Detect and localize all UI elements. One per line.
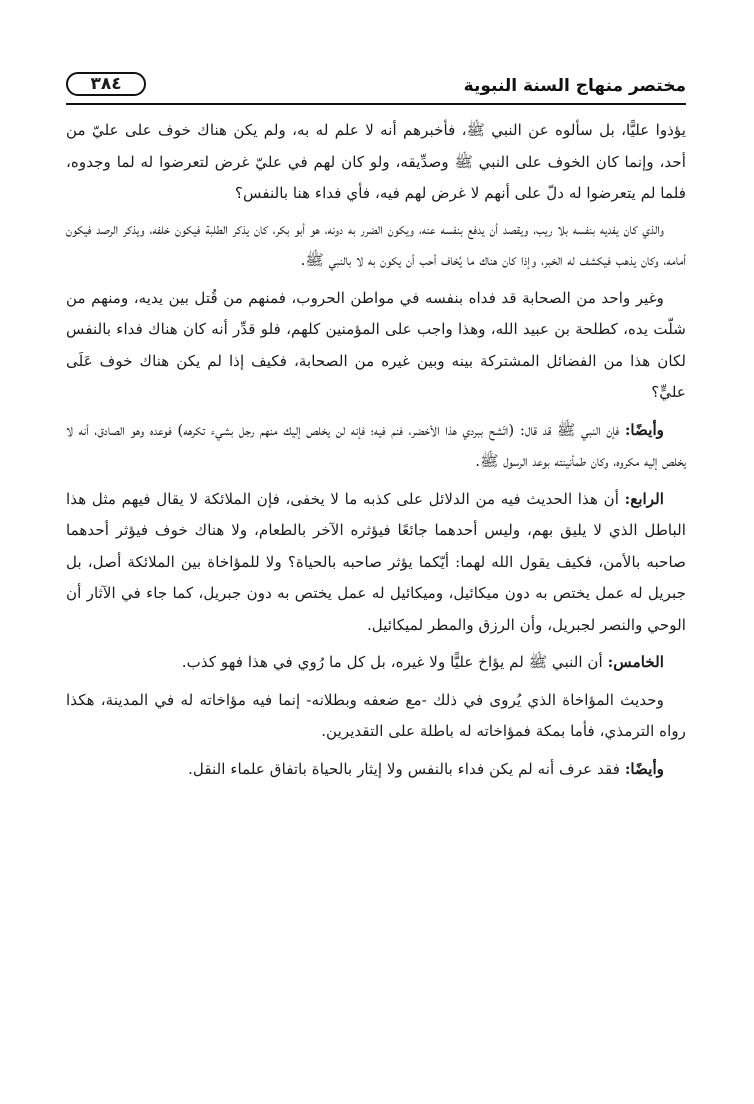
paragraph: [66, 754, 686, 786]
paragraph: [66, 647, 686, 679]
header-rule: [66, 103, 686, 105]
paragraph-text: وحديث المؤاخاة الذي يُروى في ذلك -مع ضعفه وبطلانه- إنما فيه مؤاخاته له في المدينة، هكذا رواه الترمذي، فأما بمكة فمؤاخاته له باطلة على التقديرين.: [66, 690, 686, 740]
paragraph-text: أن النبي ﷺ لم يؤاخ عليًّا ولا غيره، بل كل ما رُوي في هذا فهو كذب.: [181, 653, 608, 671]
page-number: ٣٨٤: [66, 72, 146, 96]
paragraph: [66, 484, 686, 642]
paragraph-lead: الخامس:: [607, 653, 664, 671]
paragraph-lead: الرابع:: [624, 489, 664, 508]
body-text: [66, 115, 686, 791]
paragraph-lead: وأيضًا:: [624, 759, 664, 778]
paragraph-text: فإن النبي ﷺ قد قال: (اتّشح ببردي هذا الأخضر، فنم فيه؛ فإنه لن يخلص إليك منهم رجل بشيء تكرهه) فوعده وهو الصادق، أنه لا يخلص إليه مكروه، وكان طمأنينته بوعد الرسول ﷺ.: [66, 420, 686, 470]
paragraph-text: أن هذا الحديث فيه من الدلائل على كذبه ما لا يخفى، فإن الملائكة لا يقال فيهم مثل هذا الباطل الذي لا يليق بهم، وليس أحدهما جائعًا فيؤثره الآخر بالطعام، ولا هناك خوف فيؤثر أحدهما صاحبه بالأمن، فكيف يقول الله لهما: أيّكما يؤثر صاحبه بالحياة؟ ولا للمؤاخاة بين الملائكة أصل، بل جبريل له عمل يختص به دون ميكائيل، وميكائيل له عمل يختص به دون جبريل، كما جاء في الآثار أن الوحي والنصر لجبريل، وأن الرزق والمطر لميكائيل.: [66, 489, 686, 634]
paragraph-text: والذي كان يفديه بنفسه بلا ريب، ويقصد أن يدفع بنفسه عنه، ويكون الضرر به دونه، هو أبو بكر، كان يذكر الطلبة فيكون خلفه، ويذكر الرصد فيكون أمامه، وكان يذهب فيكشف له الخبر، وإذا كان هناك ما يُخاف أحب أن يكون به لا بالنبي ﷺ.: [66, 219, 686, 269]
paragraph: [66, 685, 686, 748]
paragraph-text: يؤذوا عليًّا، بل سألوه عن النبي ﷺ، فأخبرهم أنه لا علم له به، ولم يكن هناك خوف على عليّ من أحد، وإنما كان الخوف على النبي ﷺ وصدِّيقه، ولو كان لهم في عليّ غرض لتعرضوا له لما وجدوه، فلما لم يتعرضوا له دلّ على أنهم لا غرض لهم فيه، فأي فداء هنا بالنفس؟: [66, 121, 686, 202]
running-title: مختصر منهاج السنة النبوية: [463, 76, 686, 96]
paragraph-lead: وأيضًا:: [624, 420, 664, 439]
paragraph: [66, 115, 686, 210]
paragraph: [66, 415, 686, 478]
paragraph-text: فقد عرف أنه لم يكن فداء بالنفس ولا إيثار بالحياة باتفاق علماء النقل.: [188, 759, 625, 778]
paragraph: [66, 283, 686, 409]
paragraph: [66, 214, 686, 277]
paragraph-text: وغير واحد من الصحابة قد فداه بنفسه في مواطن الحروب، فمنهم من قُتل بين يديه، ومنهم من شلّت يده، كطلحة بن عبيد الله، وهذا واجب على المؤمنين كلهم، فلو قدِّر أنه كان هناك فداء بالنفس لكان هذا من الفضائل المشتركة بينه وبين غيره من الصحابة، فكيف إذا لم يكن هناك خوف عَلَى عليٍّ؟: [66, 288, 686, 401]
page-header: [66, 72, 686, 106]
